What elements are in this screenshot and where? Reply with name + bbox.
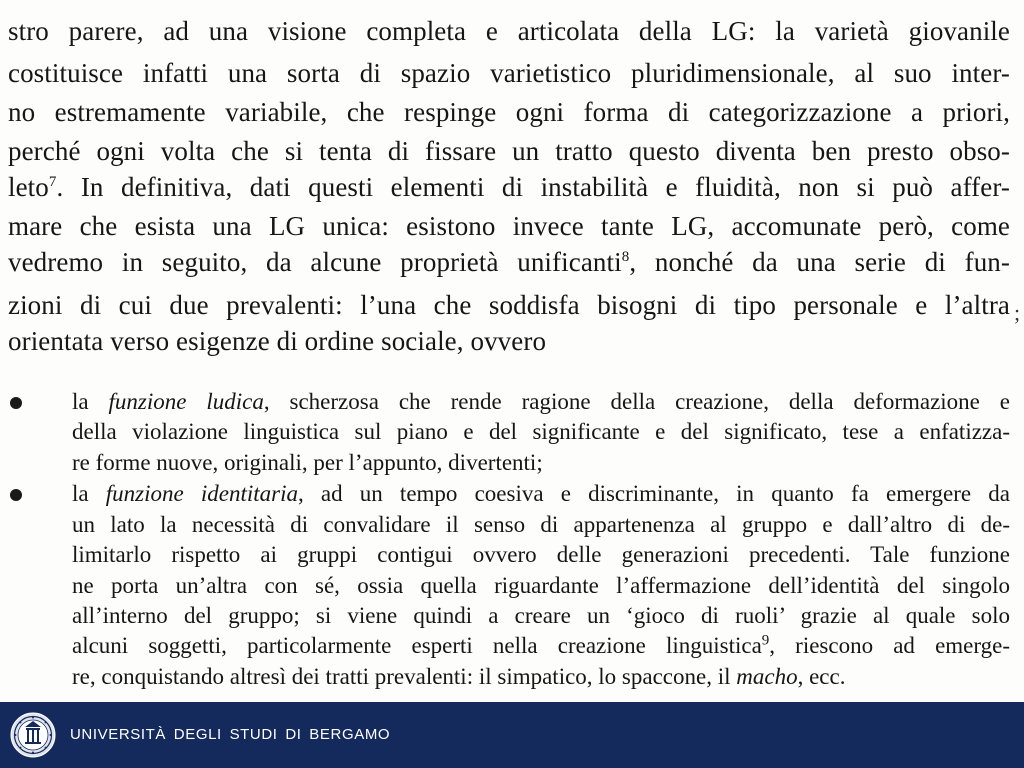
bullet-line: un lato la necessità di convalidare il senso di appartenenza al gruppo e dall’altro di de- [72,512,1010,537]
paragraph-line: no estremamente variabile, che respinge ogni forma di categorizzazione a priori, [8,97,1010,127]
paragraph-line: costituisce infatti una sorta di spazio varietistico pluridimensionale, al suo inter- [8,58,1010,88]
footnote-marker: 8 [621,249,630,265]
emphasized-term: macho [736,664,798,689]
emphasized-term: funzione identitaria [105,481,298,506]
line-text: leto [8,172,49,202]
line-text: , scherzosa che rende ragione della creazione, della deformazione e [263,389,1010,414]
university-name: UNIVERSITÀ DEGLI STUDI DI BERGAMO [70,726,391,743]
line-text: . In definitiva, dati questi elementi di instabilità e fluidità, non si può affer- [56,172,1010,202]
footnote-marker: 9 [761,632,770,649]
bullet-line [72,633,1010,659]
emphasized-term: funzione ludica [108,389,264,414]
bullet-line: ne porta un’altra con sé, ossia quella riguardante l’affermazione dell’identità del singolo [72,573,1010,598]
bullet-line [72,481,1010,507]
paragraph-line: stro parere, ad una visione completa e articolata della LG: la varietà giovanile [8,16,1010,46]
bullet-line: all’interno del gruppo; si viene quindi a creare un ‘gioco di ruoli’ grazie al quale solo [72,603,1010,628]
bullet-line: della violazione linguistica sul piano e del significante e del significato, tese a enfatizza- [72,419,1010,444]
line-text: , nonché da una serie di fun- [629,247,1010,277]
paragraph-line: mare che esista una LG unica: esistono invece tante LG, accomunate però, come [8,211,1010,241]
margin-mark: ; [1014,300,1021,325]
university-seal-icon [10,712,56,758]
footer-bar [0,702,1024,768]
paragraph-line [8,172,1010,202]
line-text: la [72,389,109,414]
bullet-icon [10,397,22,409]
paragraph-line: perché ogni volta che si tenta di fissare un tratto questo diventa ben presto obso- [8,136,1010,166]
line-text: alcuni soggetti, particolarmente esperti nella creazione linguistica [72,633,762,658]
paragraph-line: orientata verso esigenze di ordine sociale, ovvero [8,326,547,356]
bullet-line: re forme nuove, originali, per l’appunto, divertenti; [72,450,543,475]
bullet-line: limitarlo rispetto ai gruppi contigui ovvero delle generazioni precedenti. Tale funzione [72,542,1010,567]
bullet-line [72,389,1010,415]
line-text: vedremo in seguito, da alcune proprietà unificanti [8,247,622,277]
line-text: , ecc. [797,664,846,689]
bullet-icon [10,489,22,501]
line-text: , ad un tempo coesiva e discriminante, in quanto fa emergere da [297,481,1010,506]
line-text: la [72,481,106,506]
footnote-marker: 7 [48,174,57,190]
paragraph-line [8,247,1010,277]
bullet-line [72,664,1010,690]
line-text: , riescono ad emerge- [769,633,1010,658]
line-text: re, conquistando altresì dei tratti prevalenti: il simpatico, lo spaccone, il [72,664,737,689]
paragraph-line: zioni di cui due prevalenti: l’una che soddisfa bisogni di tipo personale e l’altra [8,290,1010,320]
